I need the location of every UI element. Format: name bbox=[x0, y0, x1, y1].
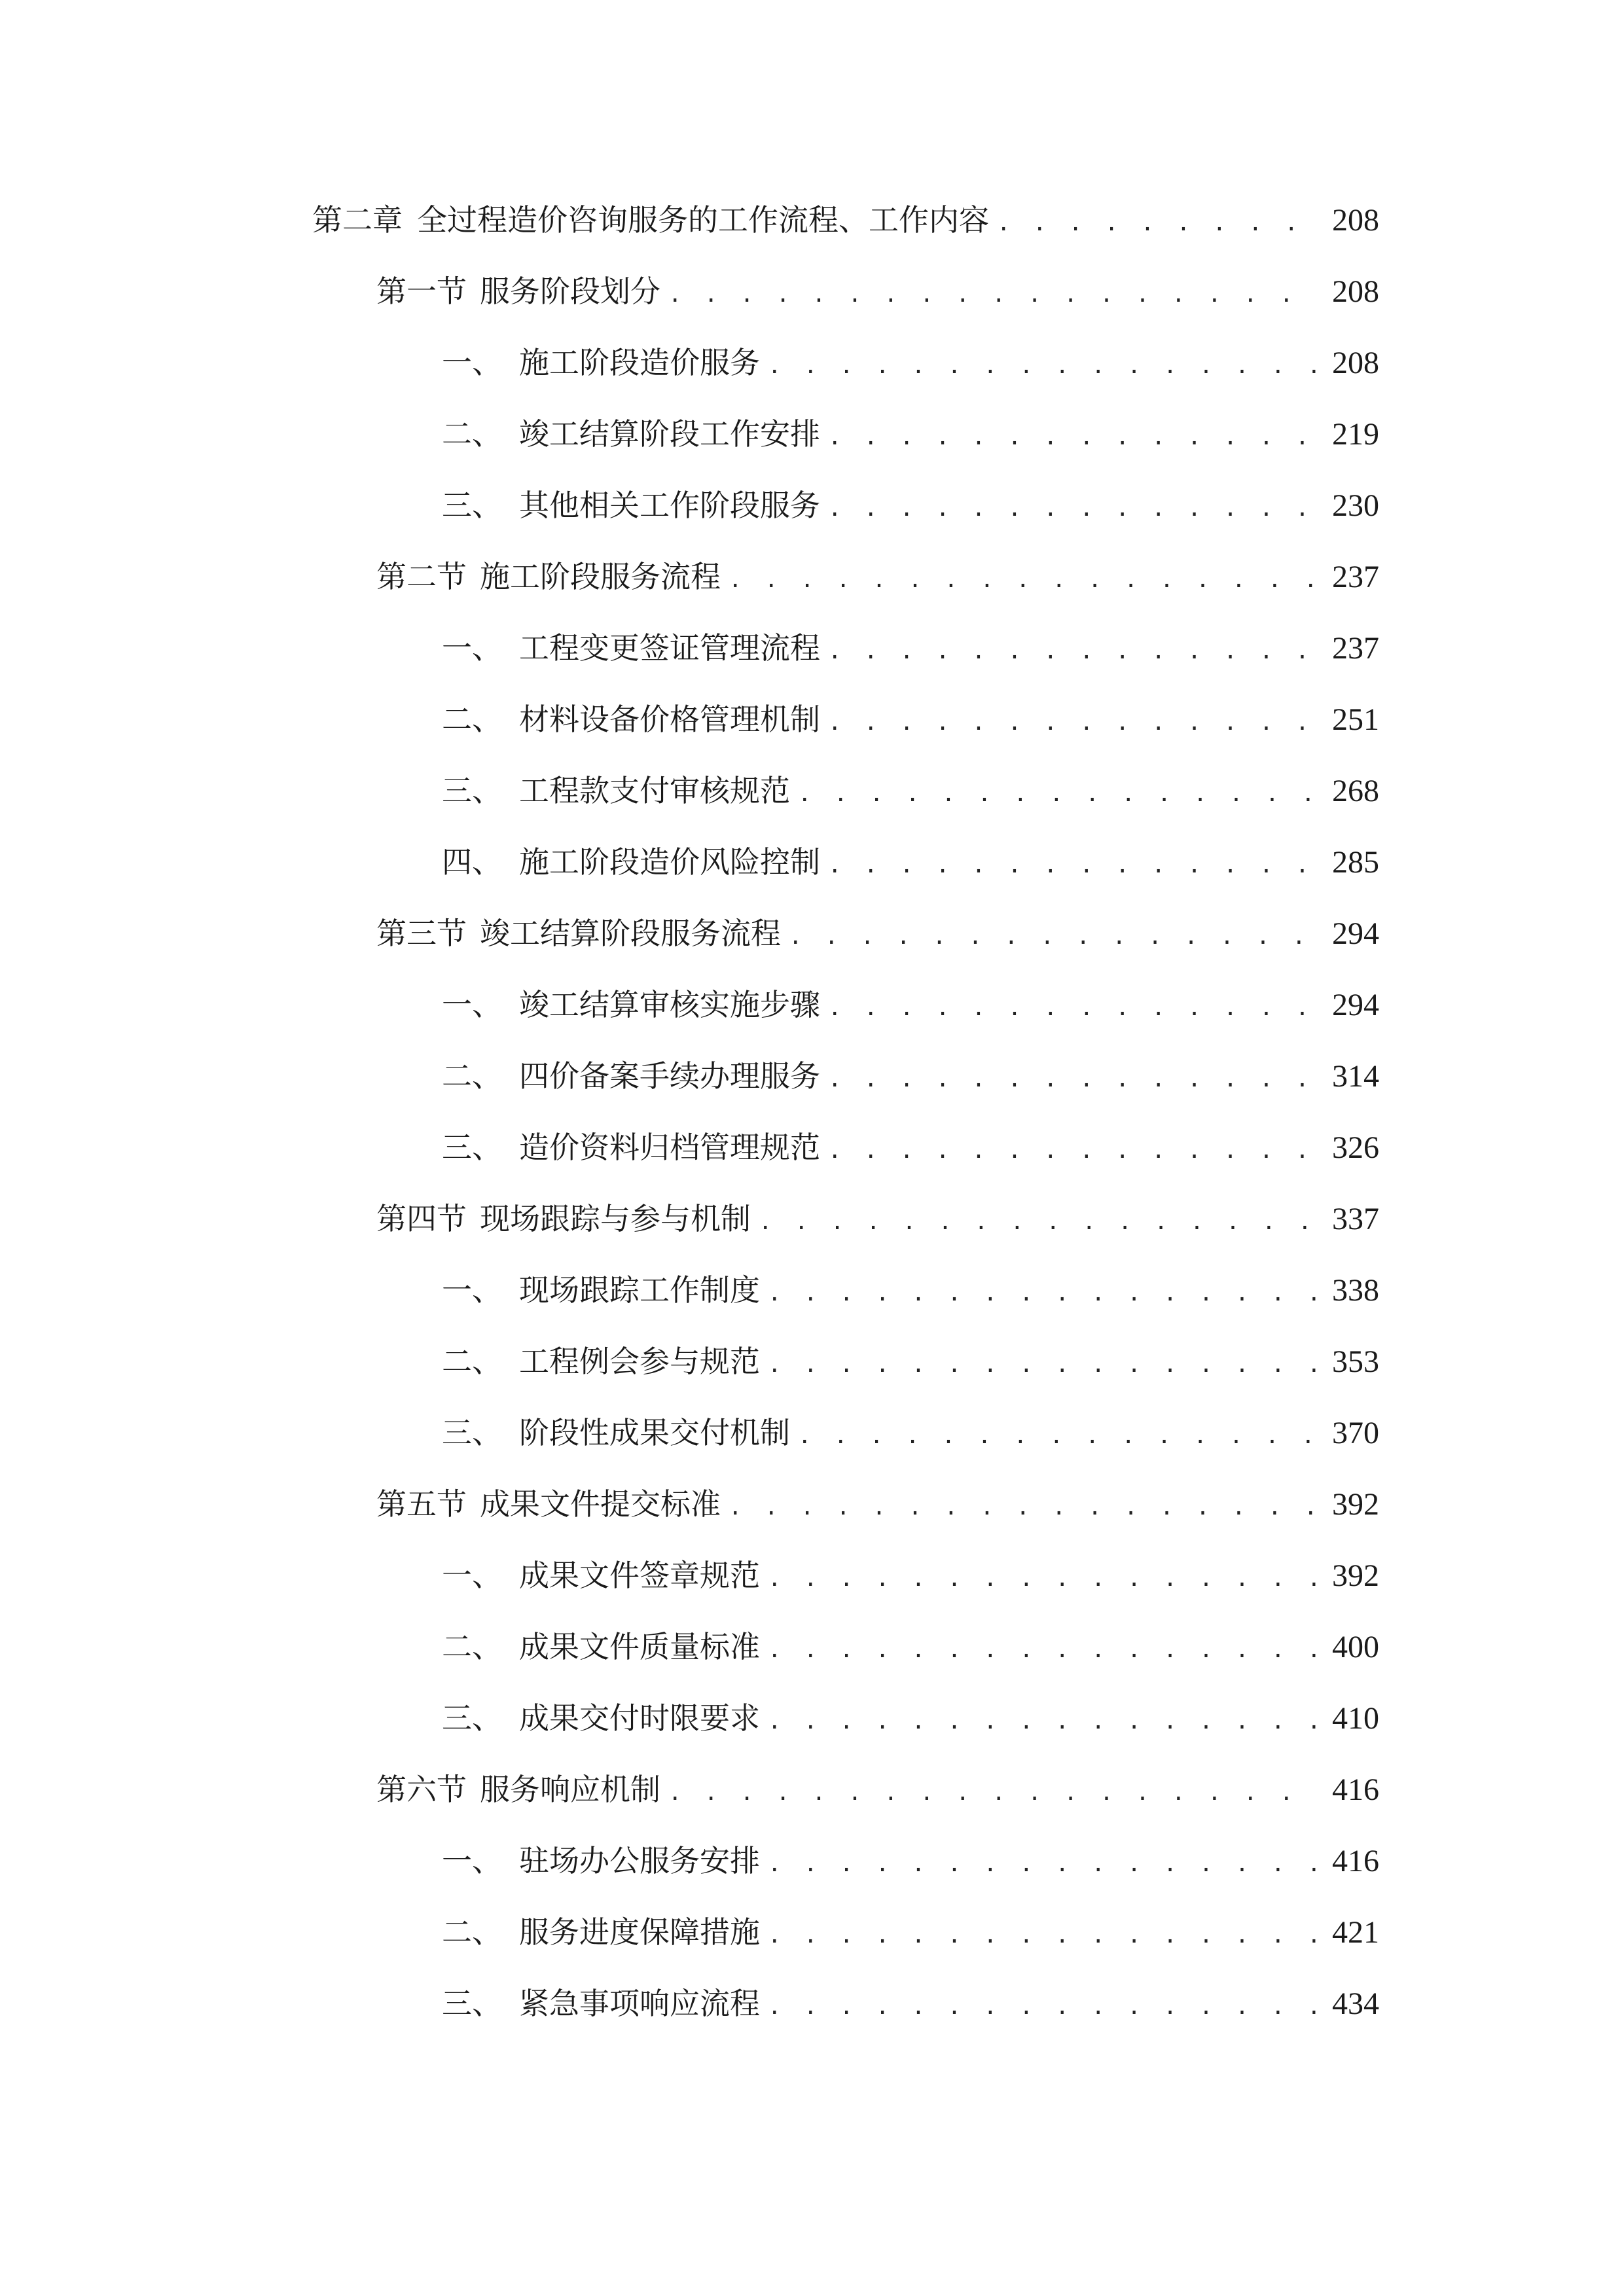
toc-page-number: 338 bbox=[1332, 1273, 1379, 1308]
toc-page-number: 410 bbox=[1332, 1701, 1379, 1736]
toc-entry-section[interactable] bbox=[376, 1763, 1379, 1816]
toc-page-number: 230 bbox=[1332, 488, 1379, 523]
toc-page-number: 237 bbox=[1332, 560, 1379, 594]
toc-entry-title: 现场跟踪与参与机制 bbox=[480, 1201, 751, 1236]
toc-entry-number: 第一节 bbox=[376, 274, 467, 309]
toc-entry-number: 四、 bbox=[442, 844, 502, 880]
toc-dot-leader bbox=[768, 1838, 1318, 1890]
toc-dot-leader bbox=[729, 1481, 1318, 1534]
toc-dot-leader bbox=[768, 1695, 1318, 1748]
toc-entry-number: 三、 bbox=[442, 488, 502, 523]
toc-entry-subsection[interactable] bbox=[442, 479, 1379, 531]
toc-page-number: 400 bbox=[1332, 1630, 1379, 1664]
toc-dot-leader bbox=[828, 625, 1318, 677]
toc-entry-number: 第二章 bbox=[312, 202, 403, 238]
toc-entry-title: 服务阶段划分 bbox=[480, 274, 660, 309]
toc-entry-title: 竣工结算阶段工作安排 bbox=[519, 416, 820, 452]
toc-entry-section[interactable] bbox=[376, 1193, 1379, 1245]
toc-entry-subsection[interactable] bbox=[442, 1692, 1379, 1744]
toc-entry-number: 一、 bbox=[442, 987, 502, 1022]
toc-entry-title: 成果文件签章规范 bbox=[519, 1558, 760, 1593]
toc-page-number: 326 bbox=[1332, 1130, 1379, 1165]
toc-entry-number: 三、 bbox=[442, 1415, 502, 1450]
toc-entry-subsection[interactable] bbox=[442, 622, 1379, 674]
toc-dot-leader bbox=[768, 1981, 1318, 2033]
toc-dot-leader bbox=[997, 197, 1318, 249]
toc-entry-title: 紧急事项响应流程 bbox=[519, 1986, 760, 2021]
toc-entry-subsection[interactable] bbox=[442, 978, 1379, 1031]
toc-entry-subsection[interactable] bbox=[442, 408, 1379, 460]
toc-page-number: 294 bbox=[1332, 916, 1379, 951]
toc-entry-number: 第二节 bbox=[376, 559, 467, 594]
toc-entry-title: 工程变更签证管理流程 bbox=[519, 630, 820, 666]
toc-page-number: 285 bbox=[1332, 845, 1379, 880]
toc-page-number: 392 bbox=[1332, 1558, 1379, 1593]
toc-page-number: 251 bbox=[1332, 702, 1379, 737]
toc-entry-section[interactable] bbox=[376, 907, 1379, 960]
toc-entry-subsection[interactable] bbox=[442, 1621, 1379, 1673]
toc-entry-subsection[interactable] bbox=[442, 764, 1379, 817]
toc-entry-number: 第六节 bbox=[376, 1772, 467, 1807]
toc-entry-subsection[interactable] bbox=[442, 1050, 1379, 1102]
toc-page-number: 268 bbox=[1332, 774, 1379, 808]
toc-page-number: 208 bbox=[1332, 274, 1379, 309]
toc-entry-number: 三、 bbox=[442, 1986, 502, 2021]
toc-entry-title: 成果文件提交标准 bbox=[480, 1486, 721, 1522]
toc-entry-title: 服务进度保障措施 bbox=[519, 1914, 760, 1950]
toc-entry-number: 一、 bbox=[442, 1558, 502, 1593]
toc-dot-leader bbox=[768, 1552, 1318, 1605]
toc-page-number: 337 bbox=[1332, 1202, 1379, 1236]
toc-entry-title: 四价备案手续办理服务 bbox=[519, 1058, 820, 1094]
toc-entry-section[interactable] bbox=[376, 550, 1379, 603]
toc-entry-subsection[interactable] bbox=[442, 1906, 1379, 1958]
toc-entry-number: 三、 bbox=[442, 773, 502, 808]
toc-entry-number: 一、 bbox=[442, 345, 502, 380]
toc-entry-number: 二、 bbox=[442, 1629, 502, 1664]
toc-entry-number: 三、 bbox=[442, 1130, 502, 1165]
toc-entry-number: 二、 bbox=[442, 1914, 502, 1950]
toc-entry-title: 现场跟踪工作制度 bbox=[519, 1272, 760, 1308]
toc-entry-title: 阶段性成果交付机制 bbox=[519, 1415, 790, 1450]
toc-page-number: 219 bbox=[1332, 417, 1379, 452]
toc-entry-subsection[interactable] bbox=[442, 336, 1379, 389]
toc-dot-leader bbox=[828, 411, 1318, 463]
toc-dot-leader bbox=[768, 1338, 1318, 1391]
toc-entry-number: 二、 bbox=[442, 1058, 502, 1094]
toc-entry-title: 成果文件质量标准 bbox=[519, 1629, 760, 1664]
toc-dot-leader bbox=[798, 1410, 1318, 1462]
toc-entry-subsection[interactable] bbox=[442, 1835, 1379, 1887]
toc-entry-subsection[interactable] bbox=[442, 1264, 1379, 1316]
toc-dot-leader bbox=[768, 1267, 1318, 1319]
toc-dot-leader bbox=[768, 340, 1318, 392]
toc-entry-subsection[interactable] bbox=[442, 1977, 1379, 2030]
toc-entry-title: 成果交付时限要求 bbox=[519, 1700, 760, 1736]
toc-entry-subsection[interactable] bbox=[442, 1121, 1379, 1174]
toc-entry-subsection[interactable] bbox=[442, 1407, 1379, 1459]
toc-dot-leader bbox=[729, 554, 1318, 606]
toc-dot-leader bbox=[828, 1124, 1318, 1177]
toc-dot-leader bbox=[759, 1196, 1318, 1248]
toc-entry-title: 工程例会参与规范 bbox=[519, 1344, 760, 1379]
toc-entry-title: 全过程造价咨询服务的工作流程、工作内容 bbox=[417, 202, 989, 238]
toc-page-number: 416 bbox=[1332, 1772, 1379, 1807]
toc-dot-leader bbox=[768, 1909, 1318, 1962]
toc-dot-leader bbox=[828, 1053, 1318, 1105]
toc-entry-subsection[interactable] bbox=[442, 1335, 1379, 1388]
toc-entry-subsection[interactable] bbox=[442, 836, 1379, 888]
toc-page-number: 434 bbox=[1332, 1986, 1379, 2021]
toc-entry-section[interactable] bbox=[376, 265, 1379, 317]
toc-dot-leader bbox=[828, 696, 1318, 749]
toc-dot-leader bbox=[789, 910, 1318, 963]
toc-entry-number: 二、 bbox=[442, 702, 502, 737]
toc-page-number: 237 bbox=[1332, 631, 1379, 666]
toc-entry-number: 二、 bbox=[442, 416, 502, 452]
toc-entry-number: 一、 bbox=[442, 630, 502, 666]
toc-entry-title: 施工阶段造价风险控制 bbox=[519, 844, 820, 880]
toc-dot-leader bbox=[668, 268, 1318, 321]
toc-dot-leader bbox=[828, 839, 1318, 891]
toc-entry-title: 服务响应机制 bbox=[480, 1772, 660, 1807]
toc-entry-number: 一、 bbox=[442, 1843, 502, 1878]
toc-entry-section[interactable] bbox=[376, 1478, 1379, 1530]
toc-entry-subsection[interactable] bbox=[442, 1549, 1379, 1602]
toc-page-number: 370 bbox=[1332, 1416, 1379, 1450]
toc-entry-title: 材料设备价格管理机制 bbox=[519, 702, 820, 737]
toc-entry-title: 工程款支付审核规范 bbox=[519, 773, 790, 808]
toc-entry-number: 三、 bbox=[442, 1700, 502, 1736]
toc-page-number: 392 bbox=[1332, 1487, 1379, 1522]
toc-dot-leader bbox=[798, 768, 1318, 820]
toc-page-number: 416 bbox=[1332, 1844, 1379, 1878]
toc-entry-title: 其他相关工作阶段服务 bbox=[519, 488, 820, 523]
toc-dot-leader bbox=[668, 1767, 1318, 1819]
toc-entry-number: 第五节 bbox=[376, 1486, 467, 1522]
toc-dot-leader bbox=[828, 982, 1318, 1034]
toc-page-number: 208 bbox=[1332, 346, 1379, 380]
toc-entry-number: 一、 bbox=[442, 1272, 502, 1308]
toc-entry-number: 第三节 bbox=[376, 916, 467, 951]
toc-entry-title: 竣工结算审核实施步骤 bbox=[519, 987, 820, 1022]
toc-page-number: 314 bbox=[1332, 1059, 1379, 1094]
toc-entry-title: 竣工结算阶段服务流程 bbox=[480, 916, 781, 951]
toc-entry-title: 施工阶段服务流程 bbox=[480, 559, 721, 594]
toc-dot-leader bbox=[828, 482, 1318, 535]
toc-entry-title: 驻场办公服务安排 bbox=[519, 1843, 760, 1878]
toc-page-number: 421 bbox=[1332, 1915, 1379, 1950]
toc-entry-title: 造价资料归档管理规范 bbox=[519, 1130, 820, 1165]
toc-entry-subsection[interactable] bbox=[442, 693, 1379, 745]
toc-page-number: 294 bbox=[1332, 988, 1379, 1022]
toc-dot-leader bbox=[768, 1624, 1318, 1676]
toc-page-number: 353 bbox=[1332, 1344, 1379, 1379]
toc-entry-number: 二、 bbox=[442, 1344, 502, 1379]
toc-entry-title: 施工阶段造价服务 bbox=[519, 345, 760, 380]
toc-entry-chapter-2[interactable] bbox=[312, 194, 1379, 246]
toc-page-number: 208 bbox=[1332, 203, 1379, 238]
toc-entry-number: 第四节 bbox=[376, 1201, 467, 1236]
